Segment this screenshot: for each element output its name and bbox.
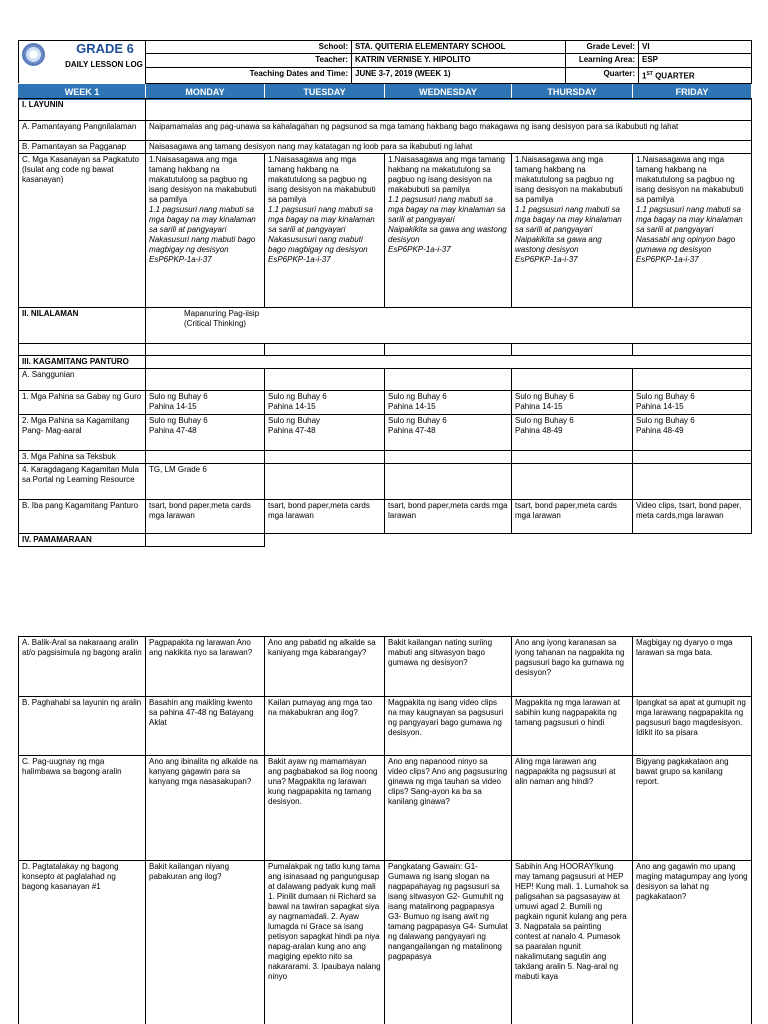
iba-pang-thu: tsart, bond paper,meta cards mga larawan: [512, 500, 633, 534]
mag-aaral-fri: [633, 415, 752, 451]
teacher-value: KATRIN VERNISE Y. HIPOLITO: [352, 54, 566, 68]
kasanayan-code: EsP6PKP-1a-i-37: [388, 245, 451, 254]
kasanayan-main: 1.Naisasagawa ang mga tamang hakbang na makatutulong sa pagbuo ng isang desisyon na makabubuti sa pamilya: [268, 155, 376, 204]
header-table: [18, 40, 752, 84]
proc-b-wed: Magpakita ng isang video clips na may kaugnayan sa pagsusuri ng pangyayari bago gumawa ng desisyon.: [385, 697, 512, 756]
proc-d-wed: Pangkatang Gawain: G1-Gumawa ng isang slogan na nagpapahayag ng pagsusuri sa isang sitwasyon G2- Gumuhit ng isang matalinong pagpapasya G3- Bumuo ng isang awit ng tamang pagpapasya G4- Sumulat ng dalawang pangyayari ng nangangailangan ng matalinong pagpapasya: [385, 861, 512, 1024]
mag-aaral-book: Sulo ng Buhay 6: [515, 416, 574, 425]
proc-a-thu: Ano ang iyong karanasan sa iyong tahanan na nagpakita ng pagsusuri bago ka gumawa ng desisyon?: [512, 637, 633, 697]
kasanayan-friday: [633, 154, 752, 308]
teksbuk-wed: [385, 451, 512, 464]
row-label-pamantayang: A. Pamantayang Pangnilalaman: [19, 121, 146, 141]
header-logo-cell: [19, 41, 146, 84]
kagamitan-blank: [146, 356, 752, 369]
school-label: School:: [146, 41, 352, 54]
quarter-sup: ST: [646, 71, 653, 77]
day-monday: MONDAY: [146, 85, 265, 100]
mag-aaral-book: Sulo ng Buhay 6: [149, 416, 208, 425]
kasanayan-code: EsP6PKP-1a-i-37: [268, 255, 331, 264]
mag-aaral-book: Sulo ng Buhay 6: [388, 416, 447, 425]
kasanayan-sub: 1.1 pagsusuri nang mabuti sa mga bagay na may kinalaman sa sarili at pangyayari: [388, 195, 506, 224]
spacer-thu: [512, 344, 633, 356]
kasanayan-main: 1.Naisasagawa ang mga tamang hakbang na makatutulong sa pagbuo ng isang desisyon na makabubuti sa pamilya: [636, 155, 744, 204]
kasanayan-main: 1.Naisasagawa ang mga tamang hakbang na makatutulong sa pagbuo ng isang desisyon na makabubuti sa pamilya: [149, 155, 257, 204]
proc-d-mon: Bakit kailangan niyang pabakuran ang ilog?: [146, 861, 265, 1024]
mag-aaral-pages: Pahina 48-49: [636, 426, 684, 435]
log-title: DAILY LESSON LOG: [65, 60, 143, 69]
gabay-fri: [633, 391, 752, 415]
proc-c-fri: Bigyang pagkakataon ang bawat grupo sa kanilang report.: [633, 756, 752, 861]
school-value: STA. QUITERIA ELEMENTARY SCHOOL: [352, 41, 566, 54]
kasanayan-extra: Nakasusuri nang mabuti bago magbigay ng desisyon: [149, 235, 256, 254]
gabay-pages: Pahina 14-15: [388, 402, 436, 411]
section-kagamitan: III. KAGAMITANG PANTURO: [19, 356, 146, 369]
gabay-thu: [512, 391, 633, 415]
proc-d-thu: Sabihin Ang HOORAY!kung may tamang pagsusuri at HEP HEP! Kung mali. 1. Lumahok sa paligsahan sa pagsasayaw at umuwi agad 2. Bumili ng pagkain ngunit kulang ang pera 3. Nagpatala sa painting contest at nanalo 4. Pumasok sa paaralan ngunit nakalimutang sagutin ang takdang aralin 5. Nag-aral ng mabuti kaya: [512, 861, 633, 1024]
day-tuesday: TUESDAY: [265, 85, 385, 100]
quarter-value: [639, 68, 752, 84]
proc-label-c: C. Pag-uugnay ng mga halimbawa sa bagong aralin: [19, 756, 146, 861]
iba-pang-wed: tsart, bond paper,meta cards mga larawan: [385, 500, 512, 534]
proc-d-tue: Pumalakpak ng tatlo kung tama ang isinasaad ng pangungusap at dalawang padyak kung mali 1. Pinilit dumaan ni Richard sa bawal na tawiran sapagkat siya ay nagmamadali. 2. Ayaw lumagda ni Grace sa isang petisyon sapagkat hindi pa niya napag-aralan kung ano ang magiging epekto nito sa nakararami. 3. Ipaubaya nalang ninyo: [265, 861, 385, 1024]
gabay-mon: [146, 391, 265, 415]
kasanayan-wednesday: [385, 154, 512, 308]
row-label-pagganap: B. Pamantayan sa Pagganap: [19, 141, 146, 154]
teacher-label: Teacher:: [146, 54, 352, 68]
quarter-label: Quarter:: [566, 68, 639, 84]
proc-a-wed: Bakit kailangan nating suriing mabuti ang sitwasyon bago gumawa ng desisyon?: [385, 637, 512, 697]
mag-aaral-wed: [385, 415, 512, 451]
kasanayan-extra: Nakasususuri nang mabuti bago magbigay ng desisyon: [268, 235, 368, 254]
spacer-tue: [265, 344, 385, 356]
teksbuk-fri: [633, 451, 752, 464]
spacer-wed: [385, 344, 512, 356]
proc-c-thu: Aling mga larawan ang nagpapakita ng pagsusuri at alin naman ang hindi?: [512, 756, 633, 861]
kasanayan-code: EsP6PKP-1a-i-37: [149, 255, 212, 264]
proc-a-tue: Ano ang pabatid ng alkalde sa kaniyang mga kabarangay?: [265, 637, 385, 697]
row-label-gabay: 1. Mga Pahina sa Gabay ng Guro: [19, 391, 146, 415]
mag-aaral-pages: Pahina 47-48: [268, 426, 316, 435]
gabay-book: Sulo ng Buhay 6: [515, 392, 574, 401]
mag-aaral-mon: [146, 415, 265, 451]
row-label-sanggunian: A. Sanggunian: [19, 369, 146, 391]
mag-aaral-book: Sulo ng Buhay 6: [636, 416, 695, 425]
mag-aaral-thu: [512, 415, 633, 451]
teksbuk-mon: [146, 451, 265, 464]
gabay-book: Sulo ng Buhay 6: [268, 392, 327, 401]
spacer-fri: [633, 344, 752, 356]
nilalaman-spacer: [19, 344, 146, 356]
proc-b-fri: Ipangkat sa apat at gumupit ng mga larawang nagpapakita ng pagsusuri bago magdesisyon. Idikit ito sa pisara: [633, 697, 752, 756]
layunin-blank: [146, 99, 752, 121]
iba-pang-tue: tsart, bond paper,meta cards mga larawan: [265, 500, 385, 534]
procedure-table: [18, 636, 752, 1024]
proc-label-d: D. Pagtatalakay ng bagong konsepto at paglalahad ng bagong kasanayan #1: [19, 861, 146, 1024]
pagganap-text: Naisasagawa ang tamang desisyon nang may katatagan ng loob para sa ikabubuti ng lahat: [146, 141, 752, 154]
section-pamamaraan: IV. PAMAMARAAN: [19, 534, 146, 547]
mag-aaral-pages: Pahina 47-48: [149, 426, 197, 435]
gabay-pages: Pahina 14-15: [636, 402, 684, 411]
kasanayan-sub: 1.1 pagsusuri nang mabuti sa mga bagay na may kinalaman sa sarili at pangyayari: [515, 205, 622, 234]
proc-label-b: B. Paghahabi sa layunin ng aralin: [19, 697, 146, 756]
proc-b-tue: Kailan pumayag ang mga tao na makabukran ang ilog?: [265, 697, 385, 756]
day-thursday: THURSDAY: [512, 85, 633, 100]
mag-aaral-book: Sulo ng Buhay: [268, 416, 321, 425]
sanggunian-wed: [385, 369, 512, 391]
mag-aaral-tue: [265, 415, 385, 451]
proc-c-tue: Bakit ayaw ng mamamayan ang pagbabakod sa ilog noong una? Magpakita ng larawan kung nagpapakita ng tamang desisyon.: [265, 756, 385, 861]
spacer-mon: [146, 344, 265, 356]
learning-area-label: Learning Area:: [566, 54, 639, 68]
kasanayan-code: EsP6PKP-1a-i-37: [515, 255, 578, 264]
teksbuk-tue: [265, 451, 385, 464]
day-week: WEEK 1: [19, 85, 146, 100]
gabay-book: Sulo ng Buhay 6: [388, 392, 447, 401]
quarter-num: 1: [642, 71, 647, 81]
kasanayan-extra: Naipakikita sa gawa ang wastong desisyon: [515, 235, 602, 254]
gabay-pages: Pahina 14-15: [149, 402, 197, 411]
kasanayan-thursday: [512, 154, 633, 308]
dates-value: JUNE 3-7, 2019 (WEEK 1): [352, 68, 566, 84]
iba-pang-fri: Video clips, tsart, bond paper, meta cards,mga larawan: [633, 500, 752, 534]
kasanayan-code: EsP6PKP-1a-i-37: [636, 255, 699, 264]
pamantayang-text: Naipamamalas ang pag-unawa sa kahalagahan ng pagsunod sa mga tamang hakbang bago makagawa ng isang desisyon para sa ikabubuti ng lahat: [146, 121, 752, 141]
day-wednesday: WEDNESDAY: [385, 85, 512, 100]
mag-aaral-pages: Pahina 48-49: [515, 426, 563, 435]
kasanayan-sub: 1.1 pagsusuri nang mabuti sa mga bagay na may kinalaman sa sarili at pangyayari: [268, 205, 375, 234]
kasanayan-sub: 1.1 pagsusuri nang mabuti sa mga bagay na may kinalaman sa sarili at pangyayari: [149, 205, 256, 234]
nilalaman-cell: [146, 308, 752, 344]
karagdagang-tue: [265, 464, 385, 500]
sanggunian-mon: [146, 369, 265, 391]
karagdagang-wed: [385, 464, 512, 500]
learning-area-value: ESP: [639, 54, 752, 68]
pamamaraan-blank: [146, 534, 265, 547]
proc-c-mon: Ano ang ibinalita ng alkalde na kanyang gagawin para sa kanyang mga nasasakupan?: [146, 756, 265, 861]
iba-pang-mon: tsart, bond paper,meta cards mga larawan: [146, 500, 265, 534]
section-nilalaman: II. NILALAMAN: [19, 308, 146, 344]
gabay-tue: [265, 391, 385, 415]
section-layunin: I. LAYUNIN: [19, 99, 146, 121]
grade-title: GRADE 6: [76, 41, 134, 56]
dates-label: Teaching Dates and Time:: [146, 68, 352, 84]
row-label-teksbuk: 3. Mga Pahina sa Teksbuk: [19, 451, 146, 464]
grade-level-label: Grade Level:: [566, 41, 639, 54]
proc-d-fri: Ano ang gagawin mo upang maging matagumpay ang iyong desisyon sa lahat ng pagkakataon?: [633, 861, 752, 1024]
kasanayan-extra: Nasasabi ang opinyon bago gumawa ng desisyon: [636, 235, 736, 254]
teksbuk-thu: [512, 451, 633, 464]
kasanayan-main: 1.Naisasagawa ang mga tamang hakbang na makatutulong sa pagbuo ng isang desisyon na makabubuti sa pamilya: [388, 155, 505, 194]
row-label-mag-aaral: 2. Mga Pahina sa Kagamitang Pang- Mag-aaral: [19, 415, 146, 451]
kasanayan-sub: 1.1 pagsusuri nang mabuti sa mga bagay na may kinalaman sa sarili at pangyayari: [636, 205, 743, 234]
day-friday: FRIDAY: [633, 85, 752, 100]
proc-b-thu: Magpakita ng mga larawan at sabihin kung nagpapakita ng tamang pagsusuri o hindi: [512, 697, 633, 756]
quarter-word: QUARTER: [652, 71, 695, 81]
proc-label-a: A. Balik-Aral sa nakaraang aralin at/o pagsisimula ng bagong aralin: [19, 637, 146, 697]
mag-aaral-pages: Pahina 47-48: [388, 426, 436, 435]
sanggunian-thu: [512, 369, 633, 391]
gabay-book: Sulo ng Buhay 6: [636, 392, 695, 401]
gabay-book: Sulo ng Buhay 6: [149, 392, 208, 401]
proc-b-mon: Basahin ang maikling kwento sa pahina 47-48 ng Batayang Aklat: [146, 697, 265, 756]
row-label-iba-pang: B. Iba pang Kagamitang Panturo: [19, 500, 146, 534]
sanggunian-fri: [633, 369, 752, 391]
nilalaman-topic: Mapanuring Pag-iisip (Critical Thinking): [184, 309, 260, 328]
proc-a-mon: Pagpapakita ng larawan Ano ang nakikita nyo sa larawan?: [146, 637, 265, 697]
gabay-pages: Pahina 14-15: [268, 402, 316, 411]
kasanayan-main: 1.Naisasagawa ang mga tamang hakbang na makatutulong sa pagbuo ng isang desisyon na makabubuti sa pamilya: [515, 155, 623, 204]
karagdagang-thu: [512, 464, 633, 500]
gabay-pages: Pahina 14-15: [515, 402, 563, 411]
proc-a-fri: Magbigay ng dyaryo o mga larawan sa mga bata.: [633, 637, 752, 697]
sanggunian-tue: [265, 369, 385, 391]
kasanayan-monday: [146, 154, 265, 308]
gabay-wed: [385, 391, 512, 415]
proc-c-wed: Ano ang napanood ninyo sa video clips? Ano ang pagsusuring ginawa ng mga tauhan sa video clips? Sang-ayon ka ba sa kanilang ginawa?: [385, 756, 512, 861]
karagdagang-fri: [633, 464, 752, 500]
row-label-karagdagang: 4. Karagdagang Kagamitan Mula sa Portal ng Learning Resource: [19, 464, 146, 500]
row-label-kasanayan: C. Mga Kasanayan sa Pagkatuto (Isulat ang code ng bawat kasanayan): [19, 154, 146, 308]
kasanayan-extra: Naipakikita sa gawa ang wastong desisyon: [388, 225, 507, 244]
karagdagang-mon: TG, LM Grade 6: [146, 464, 265, 500]
lesson-table: [18, 98, 752, 547]
grade-level-value: VI: [639, 41, 752, 54]
kasanayan-tuesday: [265, 154, 385, 308]
